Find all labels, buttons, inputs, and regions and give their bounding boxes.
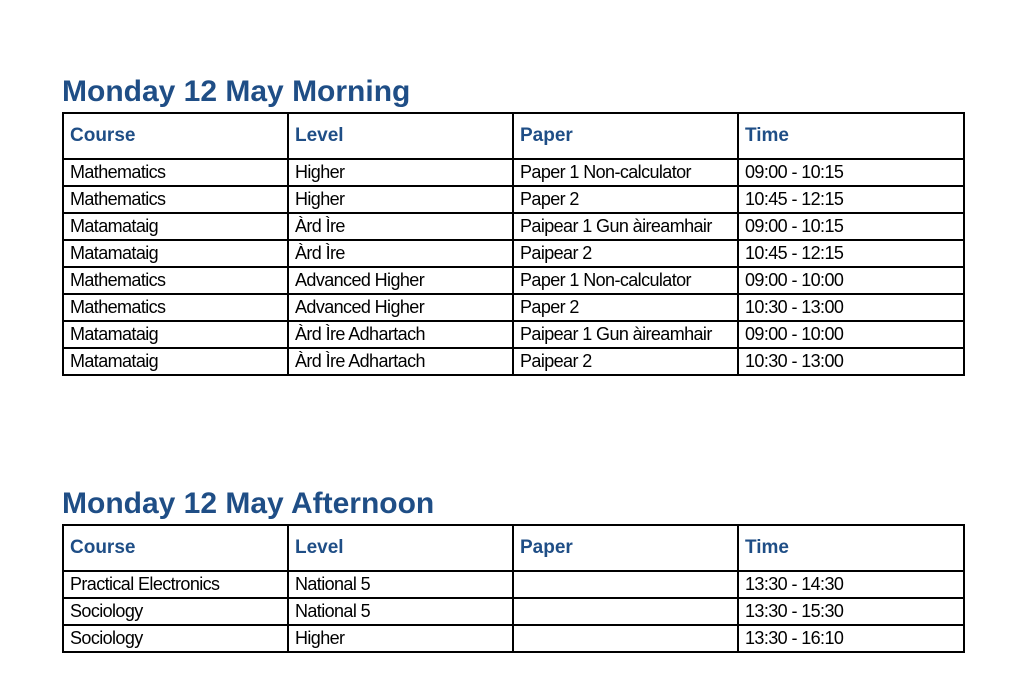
column-header-level: Level (288, 525, 513, 571)
paper-cell (513, 598, 738, 625)
header-row (63, 113, 964, 159)
table-row (63, 321, 964, 348)
level-cell: Advanced Higher (288, 294, 513, 321)
paper-cell: Paper 1 Non-calculator (513, 267, 738, 294)
time-cell: 10:30 - 13:00 (738, 348, 964, 375)
afternoon-section (62, 484, 963, 653)
paper-cell: Paipear 1 Gun àireamhair (513, 213, 738, 240)
table-row (63, 625, 964, 652)
column-header-level: Level (288, 113, 513, 159)
time-cell: 10:45 - 12:15 (738, 186, 964, 213)
level-cell: National 5 (288, 571, 513, 598)
time-cell: 09:00 - 10:00 (738, 267, 964, 294)
course-cell: Sociology (63, 598, 288, 625)
table-row (63, 213, 964, 240)
time-cell: 10:30 - 13:00 (738, 294, 964, 321)
course-cell: Mathematics (63, 186, 288, 213)
time-cell: 10:45 - 12:15 (738, 240, 964, 267)
table-row (63, 294, 964, 321)
time-cell: 13:30 - 15:30 (738, 598, 964, 625)
paper-cell (513, 571, 738, 598)
course-cell: Sociology (63, 625, 288, 652)
column-header-paper: Paper (513, 525, 738, 571)
header-row (63, 525, 964, 571)
paper-cell: Paper 1 Non-calculator (513, 159, 738, 186)
course-cell: Matamataig (63, 348, 288, 375)
morning-section (62, 72, 963, 376)
paper-cell: Paipear 2 (513, 348, 738, 375)
level-cell: Higher (288, 186, 513, 213)
table-row (63, 598, 964, 625)
course-cell: Matamataig (63, 321, 288, 348)
course-cell: Mathematics (63, 294, 288, 321)
course-cell: Matamataig (63, 240, 288, 267)
column-header-paper: Paper (513, 113, 738, 159)
table-row (63, 159, 964, 186)
level-cell: Higher (288, 159, 513, 186)
level-cell: National 5 (288, 598, 513, 625)
time-cell: 09:00 - 10:15 (738, 213, 964, 240)
column-header-course: Course (63, 525, 288, 571)
table-row (63, 571, 964, 598)
table-row (63, 267, 964, 294)
table-row (63, 240, 964, 267)
level-cell: Advanced Higher (288, 267, 513, 294)
timetable (62, 112, 965, 376)
level-cell: Àrd Ìre Adhartach (288, 321, 513, 348)
course-cell: Matamataig (63, 213, 288, 240)
paper-cell: Paipear 2 (513, 240, 738, 267)
time-cell: 09:00 - 10:15 (738, 159, 964, 186)
table-row (63, 348, 964, 375)
level-cell: Higher (288, 625, 513, 652)
course-cell: Mathematics (63, 159, 288, 186)
course-cell: Mathematics (63, 267, 288, 294)
time-cell: 13:30 - 16:10 (738, 625, 964, 652)
level-cell: Àrd Ìre Adhartach (288, 348, 513, 375)
table-row (63, 186, 964, 213)
column-header-time: Time (738, 525, 964, 571)
section-title: Monday 12 May Afternoon (62, 487, 435, 520)
column-header-course: Course (63, 113, 288, 159)
timetable (62, 524, 965, 653)
column-header-time: Time (738, 113, 964, 159)
level-cell: Àrd Ìre (288, 240, 513, 267)
course-cell: Practical Electronics (63, 571, 288, 598)
level-cell: Àrd Ìre (288, 213, 513, 240)
paper-cell: Paipear 1 Gun àireamhair (513, 321, 738, 348)
time-cell: 13:30 - 14:30 (738, 571, 964, 598)
time-cell: 09:00 - 10:00 (738, 321, 964, 348)
paper-cell: Paper 2 (513, 186, 738, 213)
paper-cell: Paper 2 (513, 294, 738, 321)
paper-cell (513, 625, 738, 652)
section-title: Monday 12 May Morning (62, 75, 411, 108)
